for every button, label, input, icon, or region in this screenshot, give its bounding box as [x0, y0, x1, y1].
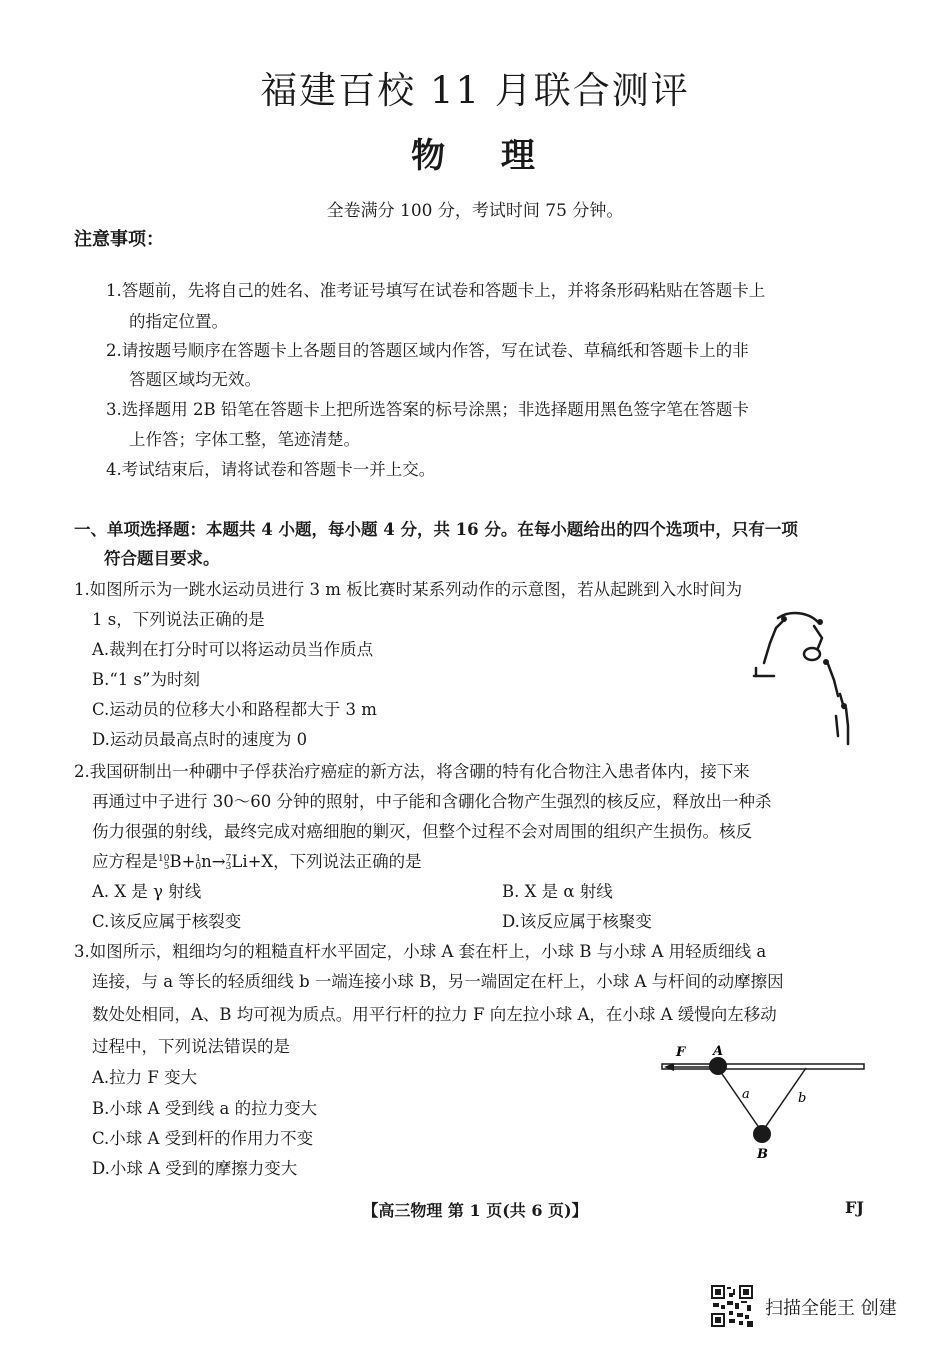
section-heading-cont: 符合题目要求。 — [104, 549, 220, 568]
ball-a — [709, 1057, 727, 1075]
eq-plus-x: +X — [247, 852, 274, 871]
label-a: a — [742, 1087, 750, 1102]
b-charge-number: 5 — [163, 861, 170, 872]
q2-eq-suffix: ，下列说法正确的是 — [273, 852, 422, 871]
notes-title: 注意事项： — [74, 229, 164, 250]
note-line: 3.选择题用 2B 铅笔在答题卡上把所选答案的标号涂黑；非选择题用黑色签字笔在答题卡 — [106, 400, 749, 419]
n-charge-number: 0 — [195, 861, 202, 872]
q2-option-a: A. X 是 γ 射线 — [92, 882, 202, 901]
note-line: 上作答；字体工整，笔迹清楚。 — [129, 430, 360, 449]
q1-option-c: C.运动员的位移大小和路程都大于 3 m — [92, 700, 377, 719]
paper-code: FJ — [845, 1198, 864, 1217]
q2-eq-prefix: 应方程是 — [92, 852, 158, 871]
q2-option-b: B. X 是 α 射线 — [502, 882, 613, 901]
q3-option-d: D.小球 A 受到的摩擦力变大 — [92, 1159, 298, 1178]
q3-stem-cont: 数处处相同，A、B 均可视为质点。用平行杆的拉力 F 向左拉小球 A，在小球 A 缓慢向左移动 — [92, 1005, 777, 1024]
q2-stem: 2.我国研制出一种硼中子俘获治疗癌症的新方法，将含硼的特有化合物注入患者体内，接下来 — [74, 762, 750, 781]
q2-option-d: D.该反应属于核聚变 — [502, 912, 652, 931]
exam-info: 全卷满分 100 分，考试时间 75 分钟。 — [326, 201, 624, 221]
note-line: 2.请按题号顺序在答题卡上各题目的答题区域内作答，写在试卷、草稿纸和答题卡上的非 — [106, 341, 749, 360]
q3-stem-cont: 过程中，下列说法错误的是 — [92, 1037, 290, 1056]
note-line: 4.考试结束后，请将试卷和答题卡一并上交。 — [106, 460, 436, 479]
q2-stem-cont: 伤力很强的射线，最终完成对癌细胞的剿灭，但整个过程不会对周围的组织产生损伤。核反 — [92, 822, 752, 841]
n-mass-number: 1 — [195, 853, 202, 864]
q3-option-b: B.小球 A 受到线 a 的拉力变大 — [92, 1099, 318, 1118]
diver-pose-4 — [804, 648, 820, 660]
qr-code-icon — [711, 1285, 753, 1327]
q2-option-c: C.该反应属于核裂变 — [92, 912, 242, 931]
string-a — [718, 1068, 762, 1132]
label-B: B — [757, 1147, 768, 1162]
q1-stem: 1.如图所示为一跳水运动员进行 3 m 板比赛时某系列动作的示意图，若从起跳到入水时间为 — [74, 580, 743, 599]
diver-head-4 — [841, 703, 847, 709]
q3-option-a: A.拉力 F 变大 — [92, 1068, 198, 1087]
page-footer: 【高三物理 第 1 页(共 6 页)】 — [362, 1201, 588, 1220]
nuclide-b-numbers — [158, 855, 169, 871]
q3-figure — [658, 1040, 868, 1162]
diver-pose-3 — [814, 626, 822, 648]
q1-option-a: A.裁判在打分时可以将运动员当作质点 — [92, 640, 374, 659]
label-b: b — [798, 1091, 807, 1106]
diver-figure — [748, 608, 868, 750]
page-title: 福建百校 11 月联合测评 — [260, 69, 690, 112]
b-symbol: B — [169, 852, 182, 871]
diver-pose-7 — [846, 708, 848, 744]
q3-stem-cont: 连接，与 a 等长的轻质细线 b 一端连接小球 B，另一端固定在杆上，小球 A 与杆间的动摩擦因 — [92, 972, 784, 991]
diver-pose-5 — [828, 664, 838, 696]
note-line: 1.答题前，先将自己的姓名、准考证号填写在试卷和答题卡上，并将条形码粘贴在答题卡上 — [106, 281, 766, 300]
label-A: A — [713, 1044, 724, 1059]
q2-stem-cont: 再通过中子进行 30～60 分钟的照射，中子能和含硼化合物产生强烈的核反应，释放出一种杀 — [92, 792, 772, 811]
diver-pose-1 — [764, 620, 784, 663]
b-mass-number: 10 — [158, 853, 170, 864]
label-F: F — [676, 1045, 686, 1060]
note-line: 答题区域均无效。 — [129, 370, 261, 389]
q1-option-d: D.运动员最高点时的速度为 0 — [92, 730, 308, 749]
n-symbol: n — [201, 852, 212, 871]
diver-head-2 — [817, 619, 823, 625]
section-heading: 一、单项选择题：本题共 4 小题，每小题 4 分，共 16 分。在每小题给出的四个选项中，只有一项 — [74, 520, 798, 539]
note-line: 的指定位置。 — [129, 312, 228, 331]
li-mass-number: 7 — [225, 853, 232, 864]
subject-title: 物 理 — [411, 136, 539, 176]
li-charge-number: 3 — [225, 861, 232, 872]
ball-b — [753, 1125, 771, 1143]
diver-pose-8 — [836, 716, 838, 736]
eq-plus: + — [181, 852, 196, 871]
diver-head-3 — [823, 659, 829, 665]
q1-option-b: B.“1 s”为时刻 — [92, 670, 200, 689]
q1-stem-cont: 1 s，下列说法正确的是 — [92, 610, 265, 629]
diver-head-1 — [781, 616, 787, 622]
q2-equation-line — [92, 851, 422, 873]
li-symbol: Li — [231, 852, 248, 871]
eq-arrow: → — [211, 852, 226, 871]
scanner-watermark: 扫描全能王 创建 — [765, 1298, 897, 1319]
q3-option-c: C.小球 A 受到杆的作用力不变 — [92, 1129, 314, 1148]
q3-stem: 3.如图所示，粗细均匀的粗糙直杆水平固定，小球 A 套在杆上，小球 B 与小球 A 用轻质细线 a — [74, 942, 767, 961]
